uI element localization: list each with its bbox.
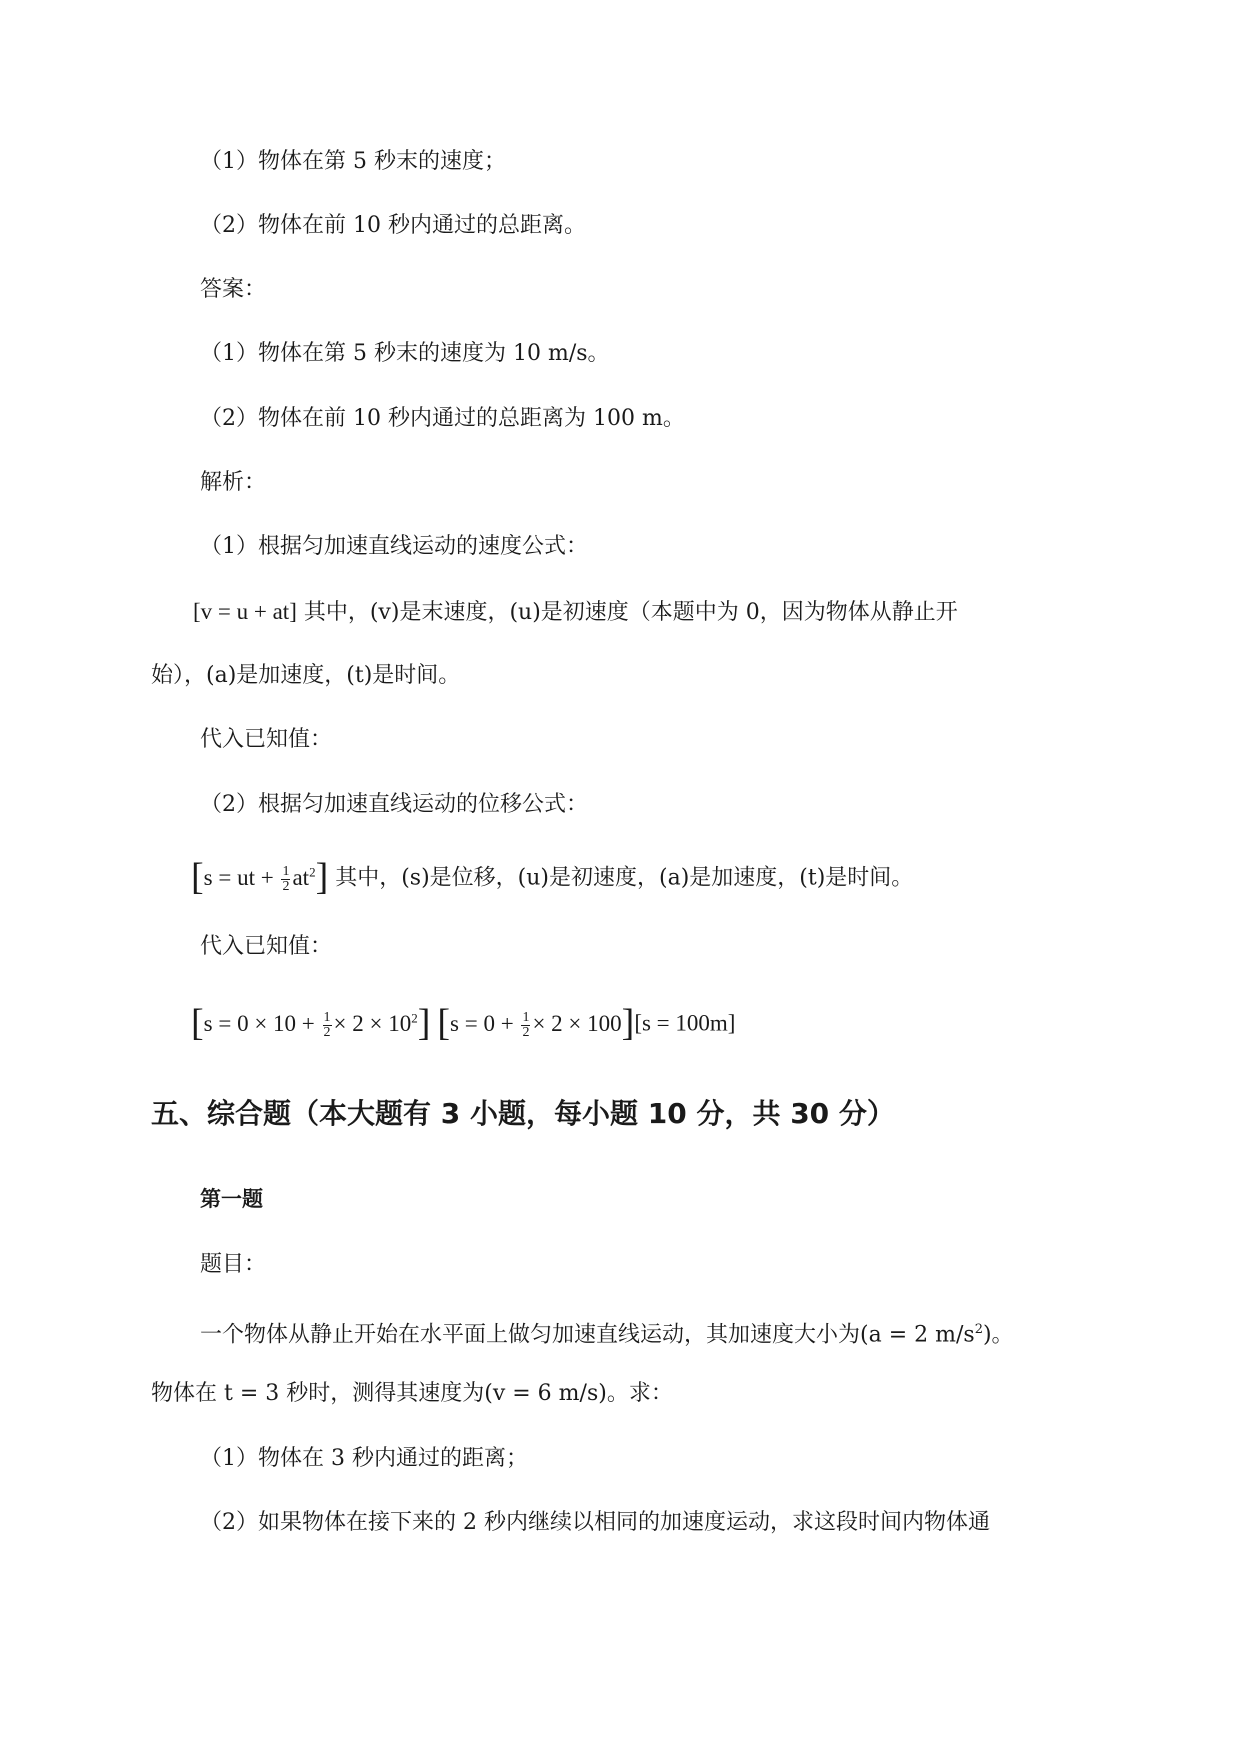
prompt-question-1: （1）物体在 3 秒内通过的距离； bbox=[200, 1446, 528, 1471]
answer-label: 答案： bbox=[200, 277, 267, 302]
displacement-formula-line bbox=[191, 856, 914, 899]
substitution-b: [s = 0 + $\frac{1}{2}$ × 2 × 100] bbox=[437, 1002, 635, 1045]
substitute-label-2: 代入已知值： bbox=[200, 934, 333, 959]
velocity-formula-description: 其中，(v)是末速度，(u)是初速度（本题中为 0，因为物体从静止开 bbox=[296, 600, 958, 625]
step-1: （1）根据匀加速直线运动的速度公式： bbox=[200, 534, 588, 559]
displacement-formula: [s = ut + $\frac{1}{2}$ $at^2$] bbox=[191, 856, 329, 899]
velocity-formula-line bbox=[193, 597, 958, 628]
substitution-a: [s = 0 × 10 + $\frac{1}{2}$ × $2 \times 10^2$] bbox=[191, 1002, 431, 1045]
velocity-formula-continuation: 始），(a)是加速度，(t)是时间。 bbox=[151, 663, 461, 688]
prompt-question-2: （2）如果物体在接下来的 2 秒内继续以相同的加速度运动，求这段时间内物体通 bbox=[200, 1510, 990, 1535]
velocity-formula: [v = u + at] bbox=[193, 599, 297, 624]
fraction-half: $\frac{1}{2}$ bbox=[282, 863, 290, 894]
section-title: 五、综合题（本大题有 3 小题，每小题 10 分，共 30 分） bbox=[151, 1097, 895, 1130]
step-2: （2）根据匀加速直线运动的位移公式： bbox=[200, 792, 588, 817]
question-2: （2）物体在前 10 秒内通过的总距离。 bbox=[200, 213, 586, 238]
prompt-line-1: 一个物体从静止开始在水平面上做匀加速直线运动，其加速度大小为(a = 2 $m/s^2$)。 bbox=[200, 1322, 1014, 1348]
question-title: 第一题 bbox=[200, 1187, 263, 1211]
analysis-label: 解析： bbox=[200, 470, 267, 495]
substitute-label-1: 代入已知值： bbox=[200, 727, 333, 752]
answer-2: （2）物体在前 10 秒内通过的总距离为 100 m。 bbox=[200, 406, 685, 431]
prompt-line-2: 物体在 t = 3 秒时，测得其速度为(v = 6 m/s)。求： bbox=[151, 1381, 673, 1406]
substitution-line bbox=[191, 1002, 736, 1045]
substitution-result: [s = 100m] bbox=[634, 1010, 736, 1036]
question-1: （1）物体在第 5 秒末的速度； bbox=[200, 149, 506, 174]
prompt-label: 题目： bbox=[200, 1252, 267, 1277]
answer-1: （1）物体在第 5 秒末的速度为 10 m/s。 bbox=[200, 341, 610, 366]
displacement-formula-description: 其中，(s)是位移，(u)是初速度，(a)是加速度，(t)是时间。 bbox=[335, 865, 914, 891]
